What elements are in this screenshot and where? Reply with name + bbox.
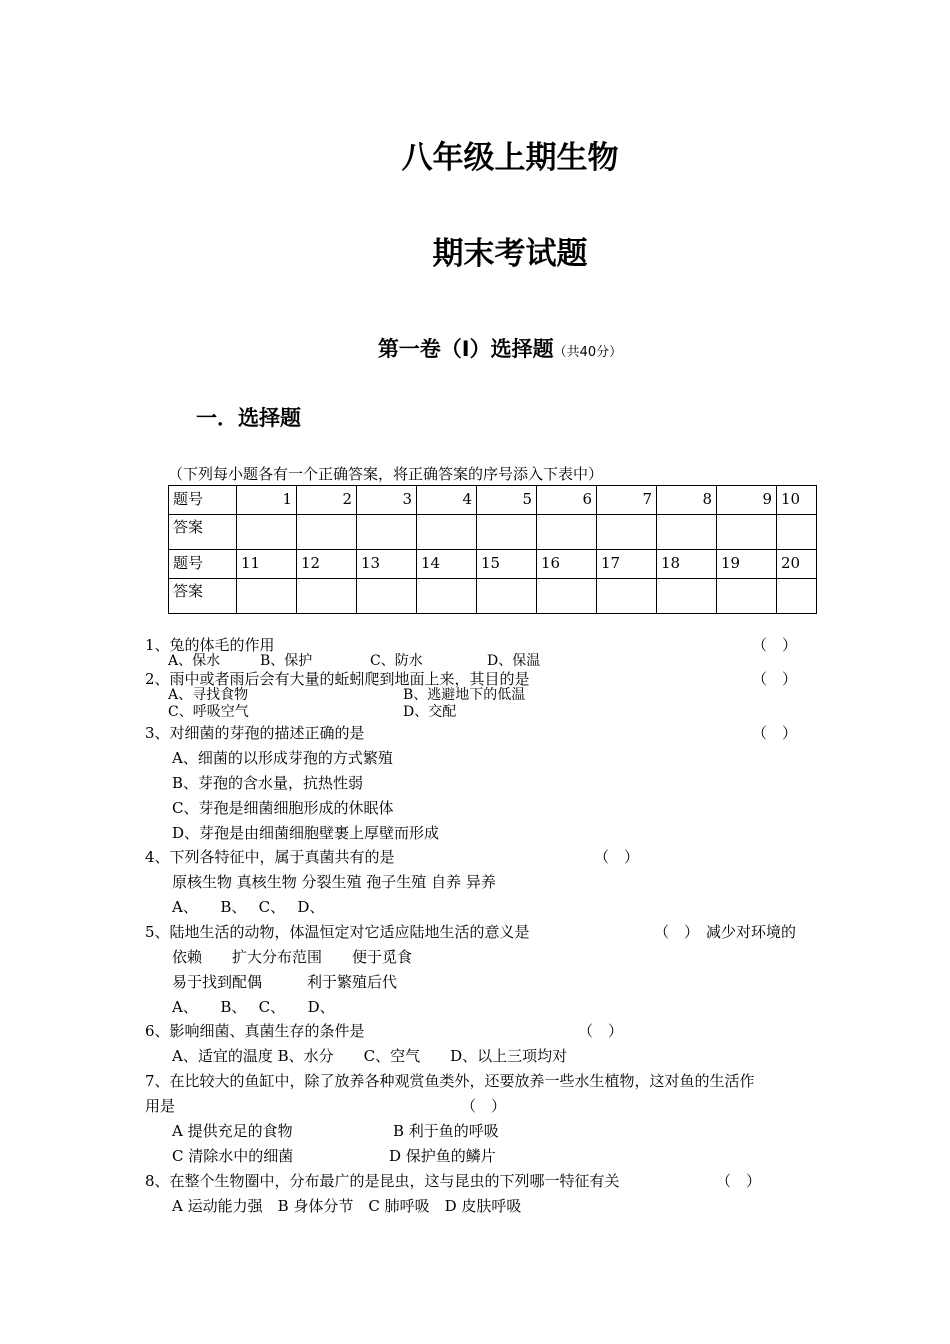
answer-table bbox=[168, 485, 817, 614]
question-4-items: 原核生物 真核生物 分裂生殖 孢子生殖 自养 异养 bbox=[172, 873, 496, 891]
question-5-options: A、 B、 C、 D、 bbox=[172, 998, 335, 1016]
table-row bbox=[169, 550, 817, 579]
answer-cell[interactable] bbox=[417, 515, 477, 550]
answer-paren: （ ） bbox=[752, 724, 798, 742]
answer-cell[interactable] bbox=[357, 515, 417, 550]
question-1-option-d: D、保温 bbox=[487, 653, 541, 669]
table-row bbox=[169, 579, 817, 614]
answer-cell[interactable] bbox=[777, 515, 817, 550]
question-7-option-c: C 清除水中的细菌 bbox=[172, 1147, 294, 1165]
question-number: 8 bbox=[657, 486, 717, 515]
row-label: 题号 bbox=[169, 550, 237, 579]
question-number: 3 bbox=[357, 486, 417, 515]
row-label: 答案 bbox=[169, 515, 237, 550]
question-number: 10 bbox=[777, 486, 817, 515]
question-number: 15 bbox=[477, 550, 537, 579]
question-5-stem-tail: 减少对环境的 bbox=[706, 923, 797, 941]
question-4-stem: 4、下列各特征中，属于真菌共有的是 bbox=[145, 848, 395, 866]
question-8-options: A 运动能力强 B 身体分节 C 肺呼吸 D 皮肤呼吸 bbox=[172, 1197, 522, 1215]
question-2-option-d: D、交配 bbox=[403, 704, 457, 720]
question-number: 9 bbox=[717, 486, 777, 515]
question-1-stem: 1、兔的体毛的作用 bbox=[145, 636, 275, 654]
volume-label: 第一卷（I）选择题 bbox=[377, 337, 554, 361]
answer-paren: （ ） bbox=[578, 1022, 624, 1040]
question-5-line-2: 依赖 扩大分布范围 便于觅食 bbox=[172, 948, 413, 966]
answer-cell[interactable] bbox=[357, 579, 417, 614]
question-number: 18 bbox=[657, 550, 717, 579]
question-number: 19 bbox=[717, 550, 777, 579]
row-label: 答案 bbox=[169, 579, 237, 614]
answer-cell[interactable] bbox=[537, 579, 597, 614]
question-6-stem: 6、影响细菌、真菌生存的条件是 bbox=[145, 1022, 365, 1040]
question-number: 17 bbox=[597, 550, 657, 579]
question-5-line-3: 易于找到配偶 利于繁殖后代 bbox=[172, 973, 398, 991]
question-number: 20 bbox=[777, 550, 817, 579]
question-number: 7 bbox=[597, 486, 657, 515]
question-number: 2 bbox=[297, 486, 357, 515]
answer-cell[interactable] bbox=[417, 579, 477, 614]
question-3-option-b: B、芽孢的含水量，抗热性弱 bbox=[172, 774, 364, 792]
question-7-option-d: D 保护鱼的鳞片 bbox=[389, 1147, 496, 1165]
answer-paren: （ ） bbox=[594, 848, 640, 866]
volume-points: （共40分） bbox=[553, 345, 623, 360]
question-7-option-b: B 利于鱼的呼吸 bbox=[393, 1122, 499, 1140]
page-title: 八年级上期生物 bbox=[401, 140, 619, 176]
question-number: 1 bbox=[237, 486, 297, 515]
answer-paren: （ ） bbox=[654, 923, 700, 941]
answer-cell[interactable] bbox=[537, 515, 597, 550]
question-number: 16 bbox=[537, 550, 597, 579]
volume-heading bbox=[0, 333, 950, 363]
question-number: 4 bbox=[417, 486, 477, 515]
question-4-options: A、 B、 C、 D、 bbox=[172, 898, 325, 916]
question-1-option-a: A、保水 bbox=[168, 653, 221, 669]
question-number: 12 bbox=[297, 550, 357, 579]
question-1-option-b: B、保护 bbox=[260, 653, 313, 669]
answer-cell[interactable] bbox=[597, 579, 657, 614]
answer-cell[interactable] bbox=[237, 515, 297, 550]
question-number: 11 bbox=[237, 550, 297, 579]
question-7-stem-line-2: 用是 bbox=[145, 1097, 176, 1115]
question-8-stem: 8、在整个生物圈中，分布最广的是昆虫，这与昆虫的下列哪一特征有关 bbox=[145, 1172, 620, 1190]
answer-cell[interactable] bbox=[477, 579, 537, 614]
section-heading: 一．选择题 bbox=[196, 406, 301, 430]
row-label: 题号 bbox=[169, 486, 237, 515]
question-7-stem: 7、在比较大的鱼缸中，除了放养各种观赏鱼类外，还要放养一些水生植物，这对鱼的生活作 bbox=[145, 1072, 755, 1090]
question-3-option-c: C、芽孢是细菌细胞形成的休眠体 bbox=[172, 799, 394, 817]
question-3-option-d: D、芽孢是由细菌细胞壁裹上厚壁而形成 bbox=[172, 824, 440, 842]
question-5-stem: 5、陆地生活的动物，体温恒定对它适应陆地生活的意义是 bbox=[145, 923, 530, 941]
answer-cell[interactable] bbox=[597, 515, 657, 550]
question-number: 6 bbox=[537, 486, 597, 515]
answer-cell[interactable] bbox=[657, 579, 717, 614]
answer-cell[interactable] bbox=[297, 579, 357, 614]
question-3-option-a: A、细菌的以形成芽孢的方式繁殖 bbox=[172, 749, 393, 767]
answer-cell[interactable] bbox=[237, 579, 297, 614]
question-number: 14 bbox=[417, 550, 477, 579]
instruction-text: （下列每小题各有一个正确答案，将正确答案的序号添入下表中） bbox=[168, 465, 604, 483]
page-subtitle: 期末考试题 bbox=[432, 236, 588, 272]
question-2-option-a: A、寻找食物 bbox=[168, 687, 249, 703]
question-2-option-c: C、呼吸空气 bbox=[168, 704, 249, 720]
answer-cell[interactable] bbox=[777, 579, 817, 614]
question-number: 5 bbox=[477, 486, 537, 515]
table-row bbox=[169, 515, 817, 550]
answer-paren: （ ） bbox=[716, 1172, 762, 1190]
question-number: 13 bbox=[357, 550, 417, 579]
answer-cell[interactable] bbox=[717, 515, 777, 550]
question-2-stem: 2、雨中或者雨后会有大量的蚯蚓爬到地面上来，其目的是 bbox=[145, 670, 530, 688]
answer-paren: （ ） bbox=[752, 670, 798, 688]
table-row bbox=[169, 486, 817, 515]
question-2-option-b: B、逃避地下的低温 bbox=[403, 687, 526, 703]
answer-cell[interactable] bbox=[297, 515, 357, 550]
question-7-option-a: A 提供充足的食物 bbox=[172, 1122, 293, 1140]
answer-cell[interactable] bbox=[477, 515, 537, 550]
answer-paren: （ ） bbox=[752, 636, 798, 654]
question-1-option-c: C、防水 bbox=[370, 653, 423, 669]
question-6-options: A、适宜的温度 B、水分 C、空气 D、以上三项均对 bbox=[172, 1047, 568, 1065]
answer-paren: （ ） bbox=[461, 1097, 507, 1115]
answer-cell[interactable] bbox=[657, 515, 717, 550]
answer-cell[interactable] bbox=[717, 579, 777, 614]
question-3-stem: 3、对细菌的芽孢的描述正确的是 bbox=[145, 724, 365, 742]
